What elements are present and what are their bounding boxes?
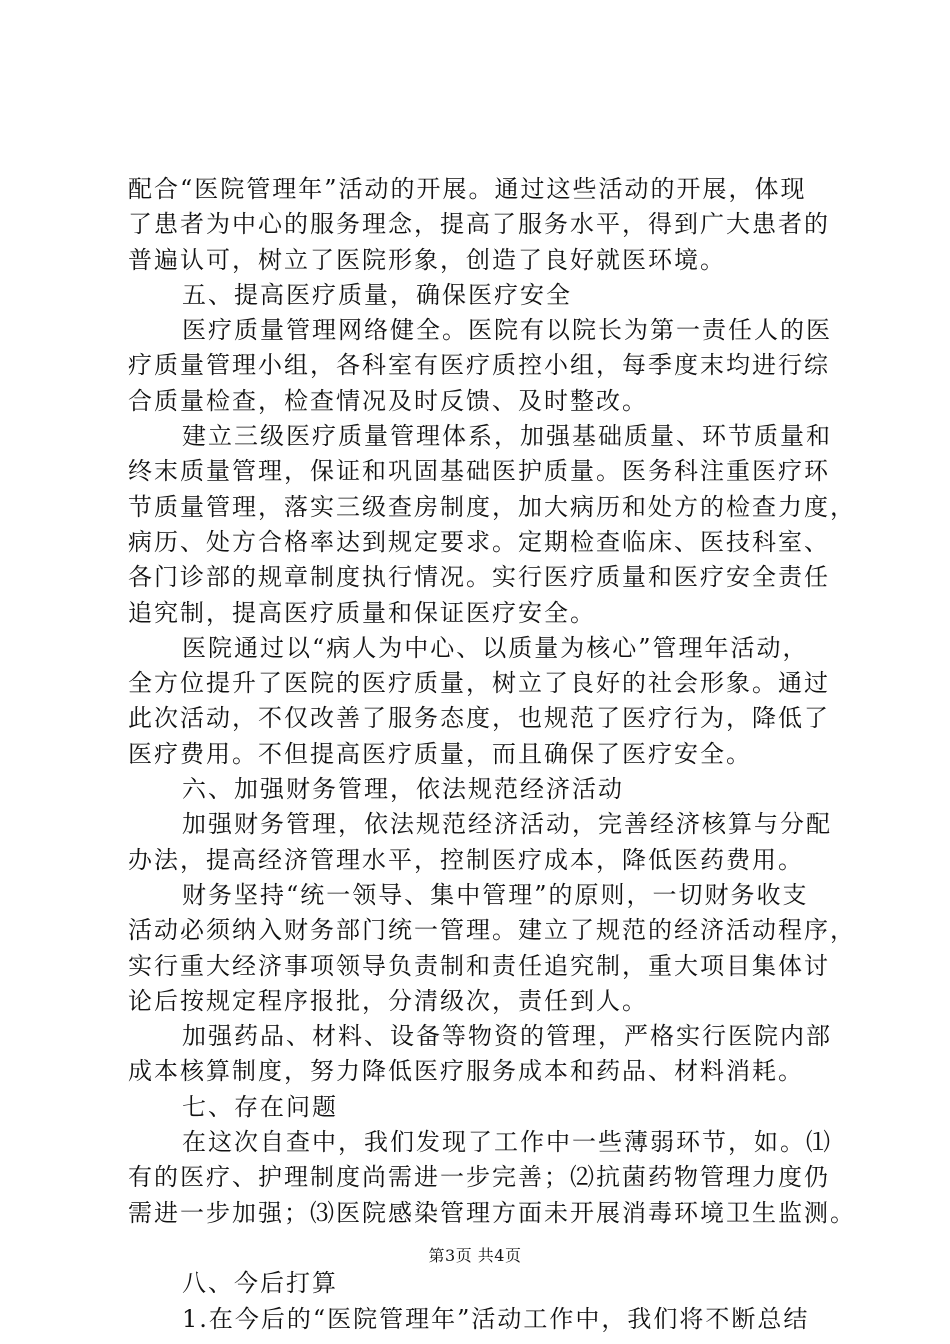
text-line: 六、加强财务管理，依法规范经济活动 bbox=[182, 775, 624, 804]
text-line: 全方位提升了医院的医疗质量，树立了良好的社会形象。通过 bbox=[128, 669, 830, 698]
text-line: 需进一步加强；⑶医院感染管理方面未开展消毒环境卫生监测。 bbox=[128, 1198, 856, 1227]
text-line: 实行重大经济事项领导负责制和责任追究制，重大项目集体讨 bbox=[128, 951, 830, 980]
text-line: 病历、处方合格率达到规定要求。定期检查临床、医技科室、 bbox=[128, 527, 830, 556]
text-line: 各门诊部的规章制度执行情况。实行医疗质量和医疗安全责任 bbox=[128, 563, 830, 592]
text-line: 了患者为中心的服务理念，提高了服务水平，得到广大患者的 bbox=[128, 210, 830, 239]
text-line: 活动必须纳入财务部门统一管理。建立了规范的经济活动程序， bbox=[128, 916, 856, 945]
text-line: 有的医疗、护理制度尚需进一步完善；⑵抗菌药物管理力度仍 bbox=[128, 1163, 830, 1192]
text-line: 1.在今后的“医院管理年”活动工作中，我们将不断总结 bbox=[182, 1304, 810, 1333]
text-line: 八、今后打算 bbox=[182, 1269, 338, 1298]
text-line: 在这次自查中，我们发现了工作中一些薄弱环节，如。⑴ bbox=[182, 1128, 832, 1157]
text-line: 配合“医院管理年”活动的开展。通过这些活动的开展，体现 bbox=[128, 175, 807, 203]
text-line: 追究制，提高医疗质量和保证医疗安全。 bbox=[128, 598, 596, 627]
text-line: 五、提高医疗质量，确保医疗安全 bbox=[182, 280, 572, 309]
text-line: 医院通过以“病人为中心、以质量为核心”管理年活动， bbox=[182, 633, 809, 662]
text-line: 加强财务管理，依法规范经济活动，完善经济核算与分配 bbox=[182, 810, 832, 839]
text-line: 财务坚持“统一领导、集中管理”的原则，一切财务收支 bbox=[182, 880, 809, 909]
text-line: 此次活动，不仅改善了服务态度，也规范了医疗行为，降低了 bbox=[128, 704, 830, 733]
text-line: 疗质量管理小组，各科室有医疗质控小组，每季度末均进行综 bbox=[128, 351, 830, 380]
text-line: 建立三级医疗质量管理体系，加强基础质量、环节质量和 bbox=[182, 422, 832, 451]
text-line: 合质量检查，检查情况及时反馈、及时整改。 bbox=[128, 386, 648, 415]
text-line: 七、存在问题 bbox=[182, 1092, 338, 1121]
text-line: 医疗费用。不但提高医疗质量，而且确保了医疗安全。 bbox=[128, 739, 752, 768]
document-body bbox=[128, 172, 856, 1337]
text-line: 普遍认可，树立了医院形象，创造了良好就医环境。 bbox=[128, 245, 726, 274]
text-line: 加强药品、材料、设备等物资的管理，严格实行医院内部 bbox=[182, 1022, 832, 1051]
text-line: 办法，提高经济管理水平，控制医疗成本，降低医药费用。 bbox=[128, 845, 804, 874]
page-footer: 第3页 共4页 bbox=[428, 1246, 522, 1265]
text-line: 医疗质量管理网络健全。医院有以院长为第一责任人的医 bbox=[182, 316, 832, 345]
text-line: 成本核算制度，努力降低医疗服务成本和药品、材料消耗。 bbox=[128, 1057, 804, 1086]
text-line: 终末质量管理，保证和巩固基础医护质量。医务科注重医疗环 bbox=[128, 457, 830, 486]
text-line: 论后按规定程序报批，分清级次，责任到人。 bbox=[128, 986, 648, 1015]
text-line: 节质量管理，落实三级查房制度，加大病历和处方的检查力度， bbox=[128, 492, 856, 521]
